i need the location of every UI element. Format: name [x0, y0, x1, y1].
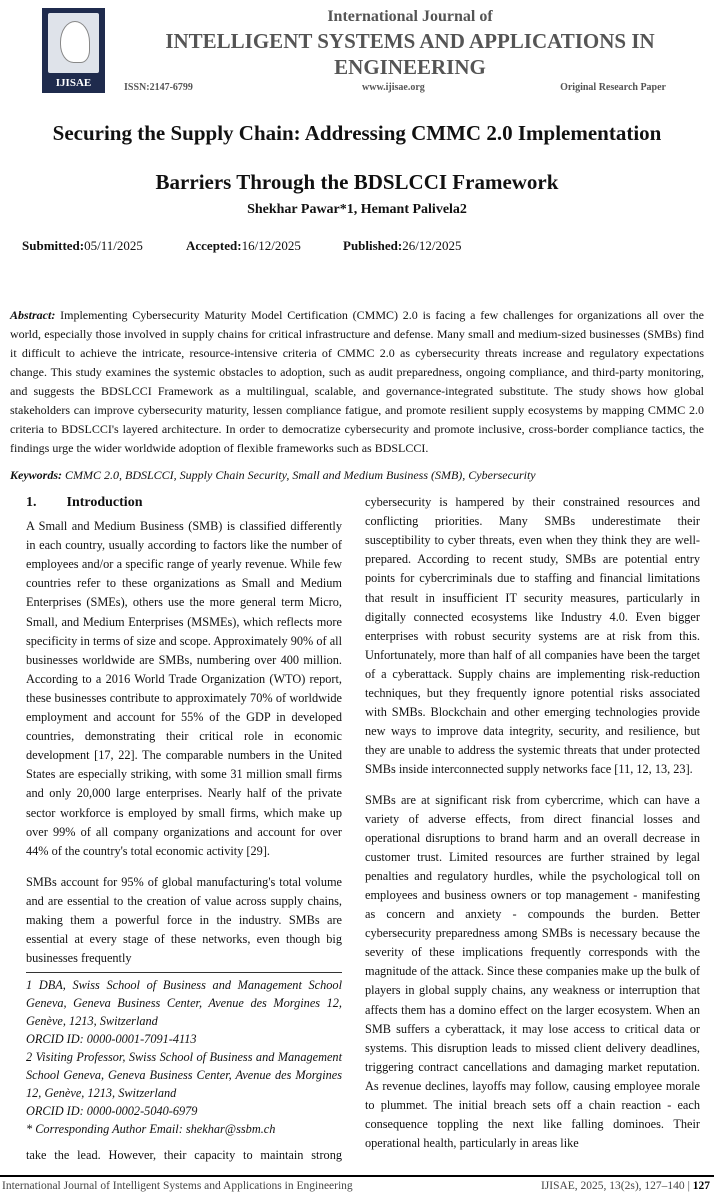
section-title: Introduction — [66, 495, 143, 511]
website-link[interactable]: www.ijisae.org — [362, 82, 425, 93]
page-number: 127 — [692, 1180, 710, 1193]
section-heading — [26, 493, 342, 513]
masthead-and-title — [0, 0, 714, 306]
issn: ISSN:2147-6799 — [124, 82, 193, 93]
accepted-label: Accepted: — [186, 238, 242, 253]
footnote-affiliation-2: 2 Visiting Professor, Swiss School of Business and Management School Geneva, Geneva Business Center, Avenue des Morgines 12, Genève, 1213, Switzerland — [26, 1050, 342, 1101]
abstract — [10, 306, 704, 458]
footer-journal: International Journal of Intelligent Systems and Applications in Engineering — [2, 1180, 353, 1193]
abstract-block — [0, 306, 714, 485]
journal-name-line3: ENGINEERING — [334, 55, 486, 79]
submitted-label: Submitted: — [22, 238, 85, 253]
paper-title-line1: Securing the Supply Chain: Addressing CMMC 2.0 Implementation — [52, 121, 662, 145]
footer-citation — [541, 1180, 710, 1192]
keywords-label: Keywords: — [10, 468, 62, 482]
journal-name-line1: International Journal of — [327, 8, 493, 25]
footnote-orcid-1: ORCID ID: 0000-0001-7091-4113 — [26, 1032, 197, 1047]
paragraph: SMBs are at significant risk from cybercrime, which can have a variety of adverse effects, from direct financial losses and operational disruptions to brand harm and an overall decrease in customer trust. Limited resources are further strained by legal penalties and regulatory hurdles, while the psychological toll on employees and business owners or top management - manifesting as concern and anxiety - compounds the burden. Better cybersecurity preparedness among SMBs is necessary because the severity of these implications frequently corresponds with the magnitude of the attack. Since these companies make up the bulk of players in global supply chains, any weakness or interruption that affects them has a domino effect on the larger ecosystem. When an SMB suffers a cyberattack, it may lose access to critical data or systems. This disruption leads to missed client delivery deadlines, triggering contract cancellations and damaging market reputation. As revenue declines, layoffs may follow, causing employee morale to plummet. The initial breach sets off a chain reaction - each consequence toppling the next like falling dominoes. Their operational health, particularly in areas like — [365, 792, 700, 1151]
footnotes — [26, 972, 342, 1138]
right-column — [365, 493, 700, 1165]
paragraph: cybersecurity is hampered by their constrained resources and conflicting priorities. Many SMBs underestimate their susceptibility to cyber threats, even when they think they are well-prepared. According to recent study, SMBs are potential entry points for cybercriminals due to staffing and financial limitations that result in insufficient IT security measures, particularly in digitally connected ecosystems like Industry 4.0. Even bigger enterprises with robust security systems are at risk from this. Unfortunately, more than half of all companies have been the target of a cyberattack. Supply chains are implementing risk-reduction techniques, but they frequently ignore potential risks associated with SMBs. Blockchain and other emerging technologies provide new ways to improve data integrity, security, and resilience, but they are unable to address the systemic threats that under protected SMBs inside interconnected supply networks face [11, 12, 13, 23]. — [365, 495, 700, 777]
journal-name-line2: INTELLIGENT SYSTEMS AND APPLICATIONS IN — [165, 29, 655, 53]
published-value: 26/12/2025 — [402, 238, 462, 253]
separator: | — [687, 1180, 690, 1193]
footnote-email: * Corresponding Author Email: shekhar@ssbm.ch — [26, 1122, 276, 1137]
authors: Shekhar Pawar*1, Hemant Palivela2 — [247, 202, 467, 217]
keywords — [10, 466, 704, 485]
footnote-affiliation-1: 1 DBA, Swiss School of Business and Management School Geneva, Geneva Business Center, Avenue des Morgines 12, Genève, 1213, Switzerland — [26, 978, 342, 1029]
submitted-date — [22, 238, 143, 254]
abstract-text: Implementing Cybersecurity Maturity Model Certification (CMMC) 2.0 is facing a few challenges for organizations all over the world, especially those involved in supply chains for critical infrastructure and defense. Many small and medium-sized businesses (SMBs) find it difficult to achieve the intricate, resource-intensive criteria of CMMC 2.0 as cybersecurity threats increase and regulatory expectations change. This study examines the systemic obstacles to adoption, such as audit preparedness, ongoing compliance, and third-party monitoring, and suggests the BDSLCCI Framework as a multilingual, scalable, and governance-integrated substitute. The study shows how global stakeholders can improve cybersecurity maturity, lessen compliance fatigue, and promote resilient supply ecosystems by mapping CMMC 2.0 criteria to BDSLCCI's layered architecture. In order to democratize cybersecurity and promote inclusive, cross-border compliance tactics, the findings urge the wider worldwide adoption of flexible frameworks such as BDSLCCI. — [10, 308, 704, 455]
published-date — [343, 238, 461, 254]
accepted-date — [186, 238, 301, 254]
paragraph-continued: take the lead. However, their capacity to maintain strong — [26, 1148, 342, 1163]
left-column — [26, 493, 342, 1165]
paragraph: SMBs account for 95% of global manufacturing's total volume and are essential to the creation of value across supply chains, making them a powerful force in the industry. SMBs are essential at every stage of these networks, even though big businesses frequently — [26, 874, 342, 966]
journal-logo — [42, 8, 105, 93]
paper-type: Original Research Paper — [560, 82, 666, 93]
citation: IJISAE, 2025, 13(2s), 127–140 — [540, 1180, 685, 1193]
accepted-value: 16/12/2025 — [241, 238, 301, 253]
paragraph: A Small and Medium Business (SMB) is classified differently in each country, usually according to factors like the number of employees and/or a specific range of yearly revenue. While few countries refer to these organizations as Small and Medium Enterprises (SMEs), others use the more general term Micro, Small, and Medium Enterprises (MSMEs), which reflects more specificity in terms of size and scope. Approximately 90% of all businesses worldwide are SMBs, numbering over 400 million. According to a 2016 World Trade Organization (WTO) report, these businesses contribute to approximately 70% of worldwide employment and account for 55% of the GDP in developed countries, demonstrating their critical role in economic development [17, 22]. The comparable numbers in the United States are especially striking, with some 31 million small firms and only 20,000 large enterprises. Nearly half of the private sector workforce is employed by small firms, which make up over 99% of all company organizations and account for over 44% of the country's total economic activity [29]. — [26, 519, 342, 858]
page-footer — [0, 1175, 714, 1198]
abstract-label: Abstract: — [10, 308, 56, 322]
published-label: Published: — [343, 238, 403, 253]
logo-text: IJISAE — [55, 77, 92, 89]
body-columns — [0, 493, 714, 1165]
section-number: 1. — [26, 495, 37, 511]
submitted-value: 05/11/2025 — [84, 238, 143, 253]
paper-title-line2: Barriers Through the BDSLCCI Framework — [155, 170, 559, 194]
footnote-orcid-2: ORCID ID: 0000-0002-5040-6979 — [26, 1104, 198, 1119]
brain-head-icon — [60, 21, 90, 63]
keywords-text: CMMC 2.0, BDSLCCI, Supply Chain Security, Small and Medium Business (SMB), Cybersecurity — [62, 468, 536, 482]
